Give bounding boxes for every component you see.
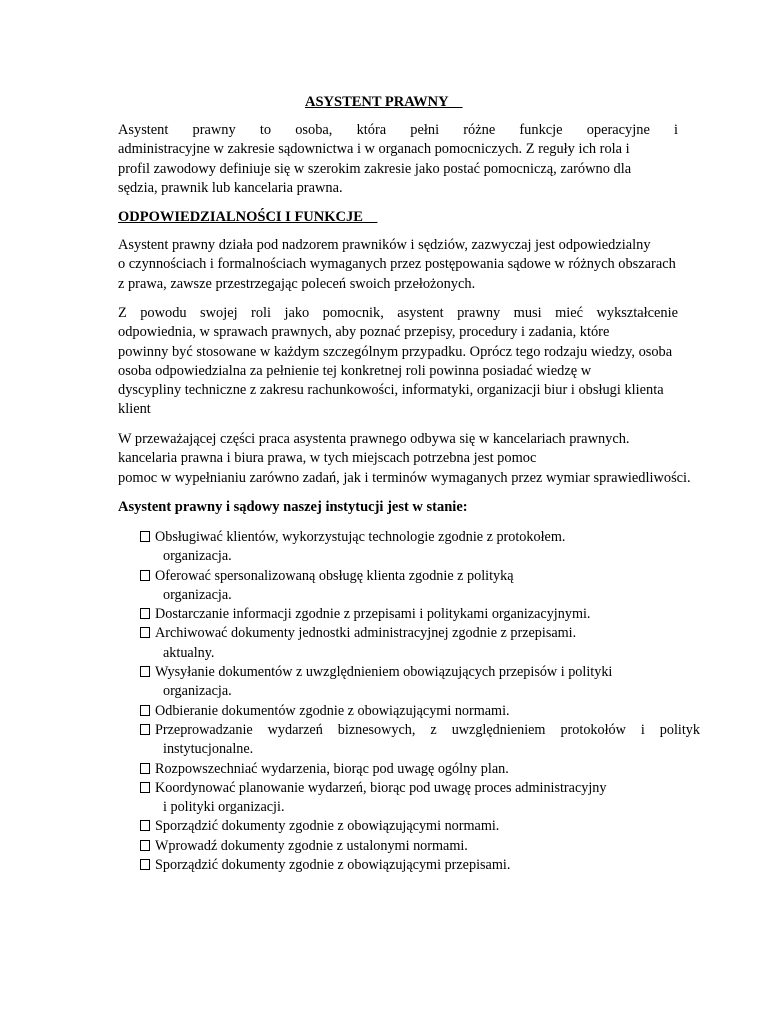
list-item-continuation: aktualny.: [163, 644, 215, 661]
list-item-continuation: organizacja.: [163, 548, 232, 565]
list-item: [140, 837, 700, 856]
intro-paragraph: [118, 121, 678, 198]
list-item-text: Wprowadź dokumenty zgodnie z ustalonymi normami.: [155, 837, 468, 854]
list-item: [140, 702, 700, 721]
list-item-text: Rozpowszechniać wydarzenia, biorąc pod uwagę ogólny plan.: [155, 760, 509, 777]
checkbox-bullet-icon: [140, 627, 150, 638]
paragraph-line: dyscypliny techniczne z zakresu rachunkowości, informatyki, organizacji biur i obsługi klienta: [118, 382, 664, 399]
paragraph-line: Asystent prawny działa pod nadzorem prawników i sędziów, zazwyczaj jest odpowiedzialny: [118, 237, 651, 253]
list-item: [140, 779, 700, 818]
checkbox-bullet-icon: [140, 782, 150, 793]
checkbox-bullet-icon: [140, 531, 150, 542]
list-item-text: Sporządzić dokumenty zgodnie z obowiązującymi normami.: [155, 818, 500, 835]
checkbox-bullet-icon: [140, 705, 150, 716]
list-item-continuation: organizacja.: [163, 586, 232, 603]
list-item-continuation: organizacja.: [163, 683, 232, 700]
paragraph-line: odpowiednia, w sprawach prawnych, aby poznać przepisy, procedury i zadania, które: [118, 324, 610, 341]
capabilities-list: [140, 528, 700, 875]
education-paragraph: [118, 304, 678, 420]
checkbox-bullet-icon: [140, 570, 150, 581]
responsibilities-paragraph: [118, 236, 678, 294]
paragraph-line: powinny być stosowane w każdym szczególnym przypadku. Oprócz tego rodzaju wiedzy, osoba: [118, 343, 673, 360]
list-item: [140, 817, 700, 836]
list-item-text: Archiwować dokumenty jednostki administracyjnej zgodnie z przepisami.: [155, 625, 577, 642]
checkbox-bullet-icon: [140, 763, 150, 774]
checkbox-bullet-icon: [140, 840, 150, 851]
list-item-text: Wysyłanie dokumentów z uwzględnieniem obowiązujących przepisów i polityki: [155, 664, 613, 681]
workplace-paragraph: [118, 430, 691, 488]
checkbox-bullet-icon: [140, 724, 150, 735]
document-title: ASYSTENT PRAWNY: [305, 94, 463, 110]
list-item: [140, 624, 700, 663]
list-item-text: Dostarczanie informacji zgodnie z przepisami i politykami organizacyjnymi.: [155, 606, 591, 623]
list-item: [140, 760, 700, 779]
list-item: [140, 663, 700, 702]
paragraph-line: administracyjne w zakresie sądownictwa i w organach pomocniczych. Z reguły ich rola i: [118, 141, 630, 158]
list-heading: Asystent prawny i sądowy naszej instytucji jest w stanie:: [118, 499, 468, 515]
paragraph-line: sędzia, prawnik lub kancelaria prawna.: [118, 179, 343, 196]
list-item-text: Odbieranie dokumentów zgodnie z obowiązującymi normami.: [155, 702, 510, 719]
paragraph-line: osoba odpowiedzialna za pełnienie tej konkretnej roli powinna posiadać wiedzę w: [118, 362, 592, 379]
paragraph-line: Z powodu swojej roli jako pomocnik, asystent prawny musi mieć wykształcenie: [118, 305, 678, 321]
paragraph-line: Asystent prawny to osoba, która pełni różne funkcje operacyjne i: [118, 122, 678, 138]
paragraph-line: pomoc w wypełnianiu zarówno zadań, jak i terminów wymaganych przez wymiar sprawiedliwości.: [118, 469, 691, 486]
checkbox-bullet-icon: [140, 666, 150, 677]
paragraph-line: o czynnościach i formalnościach wymaganych przez postępowania sądowe w różnych obszarach: [118, 256, 676, 273]
paragraph-line: klient: [118, 401, 151, 418]
list-item-continuation: instytucjonalne.: [163, 741, 254, 758]
list-item: [140, 528, 700, 567]
list-item: [140, 605, 700, 624]
paragraph-line: z prawa, zawsze przestrzegając poleceń swoich przełożonych.: [118, 275, 476, 292]
list-item: [140, 856, 700, 875]
checkbox-bullet-icon: [140, 859, 150, 870]
list-item-text: Obsługiwać klientów, wykorzystując technologie zgodnie z protokołem.: [155, 529, 566, 545]
list-item-continuation: i polityki organizacji.: [163, 799, 285, 816]
list-item-text: Oferować spersonalizowaną obsługę klienta zgodnie z polityką: [155, 567, 514, 584]
paragraph-line: profil zawodowy definiuje się w szerokim zakresie jako postać pomocniczą, zarówno dla: [118, 160, 632, 177]
list-item-text: Koordynować planowanie wydarzeń, biorąc pod uwagę proces administracyjny: [155, 779, 607, 796]
paragraph-line: kancelaria prawna i biura prawa, w tych miejscach potrzebna jest pomoc: [118, 450, 537, 467]
list-item: [140, 567, 700, 606]
list-item-text: Przeprowadzanie wydarzeń biznesowych, z uwzględnieniem protokołów i polityk: [155, 721, 700, 738]
checkbox-bullet-icon: [140, 608, 150, 619]
list-item-text: Sporządzić dokumenty zgodnie z obowiązującymi przepisami.: [155, 857, 511, 874]
paragraph-line: W przeważającej części praca asystenta prawnego odbywa się w kancelariach prawnych.: [118, 431, 630, 447]
checkbox-bullet-icon: [140, 820, 150, 831]
list-item: [140, 721, 700, 760]
section-heading: ODPOWIEDZIALNOŚCI I FUNKCJE: [118, 209, 378, 225]
